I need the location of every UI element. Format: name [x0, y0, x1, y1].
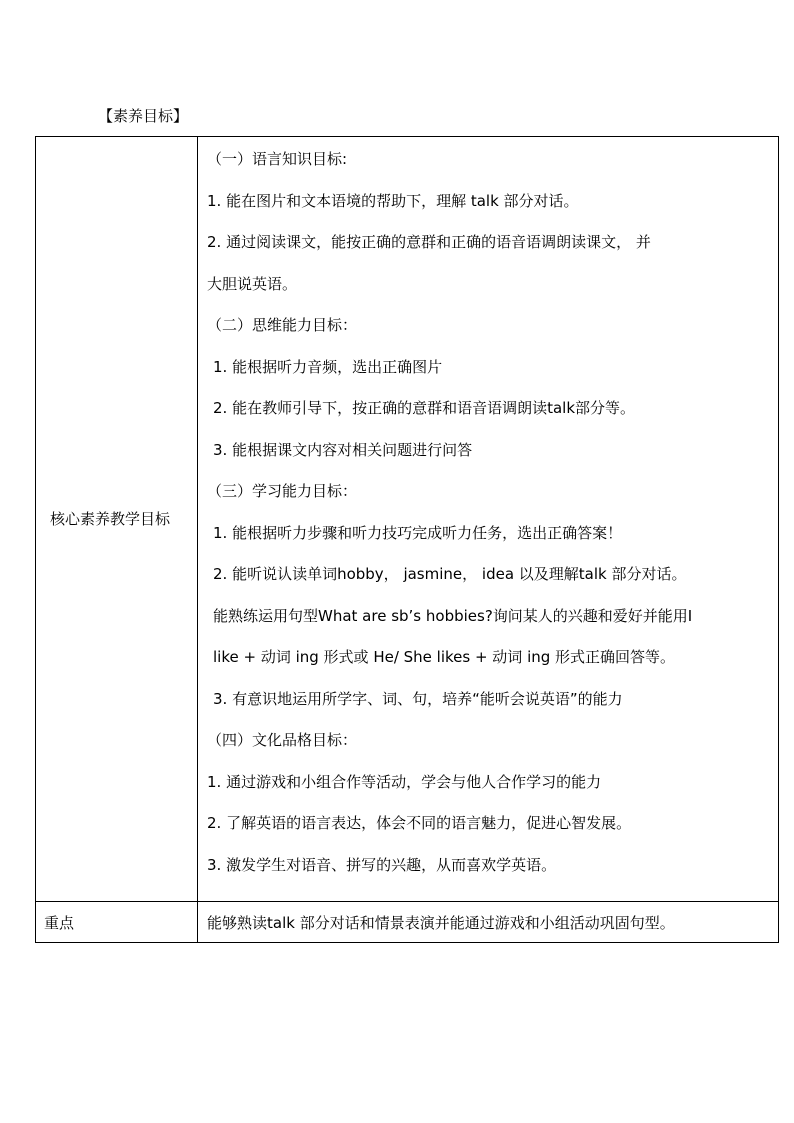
goal-line: 1. 能在图片和文本语境的帮助下，理解 talk 部分对话。 — [207, 191, 579, 210]
goal-line: 2. 了解英语的语言表达，体会不同的语言魅力，促进心智发展。 — [207, 814, 632, 832]
goal-line: 3. 有意识地运用所学字、词、句，培养“能听会说英语”的能力 — [213, 689, 623, 708]
core-goals-row — [36, 137, 779, 902]
focus-label: 重点 — [36, 902, 198, 943]
goal-line: （二）思维能力目标： — [207, 316, 358, 334]
goal-line: like + 动词 ing 形式或 He/ She likes + 动词 ing 形式正确回答等。 — [213, 648, 676, 666]
goal-line: 3. 能根据课文内容对相关问题进行问答 — [213, 440, 473, 459]
focus-content: 能够熟读talk 部分对话和情景表演并能通过游戏和小组活动巩固句型。 — [198, 902, 779, 943]
goal-line: 3. 激发学生对语音、拼写的兴趣，从而喜欢学英语。 — [207, 855, 557, 874]
goal-line: 1. 能根据听力音频，选出正确图片 — [213, 357, 443, 376]
goal-line: 2. 通过阅读课文，能按正确的意群和正确的语音语调朗读课文， 并 — [207, 233, 651, 251]
goals-table — [35, 136, 779, 943]
focus-row — [36, 902, 779, 943]
goal-line: 2. 能听说认读单词hobby， jasmine， idea 以及理解talk 部分对话。 — [213, 565, 687, 583]
core-goals-content — [198, 137, 779, 902]
goal-line: 2. 能在教师引导下，按正确的意群和语音语调朗读talk部分等。 — [213, 399, 636, 417]
goal-line: （一）语言知识目标: — [207, 150, 348, 168]
section-heading: 【素养目标】 — [98, 107, 189, 125]
goal-line: 能熟练运用句型What are sb’s hobbies?询问某人的兴趣和爱好并能用I — [213, 606, 693, 625]
goal-line: （三）学习能力目标： — [207, 482, 358, 500]
goal-line: 1. 能根据听力步骤和听力技巧完成听力任务，选出正确答案！ — [213, 523, 623, 542]
goal-line: 1. 通过游戏和小组合作等活动，学会与他人合作学习的能力 — [207, 772, 602, 791]
goal-line: 大胆说英语。 — [207, 274, 298, 293]
core-goals-label: 核心素养教学目标 — [36, 137, 198, 902]
goal-line: （四）文化品格目标： — [207, 731, 358, 749]
